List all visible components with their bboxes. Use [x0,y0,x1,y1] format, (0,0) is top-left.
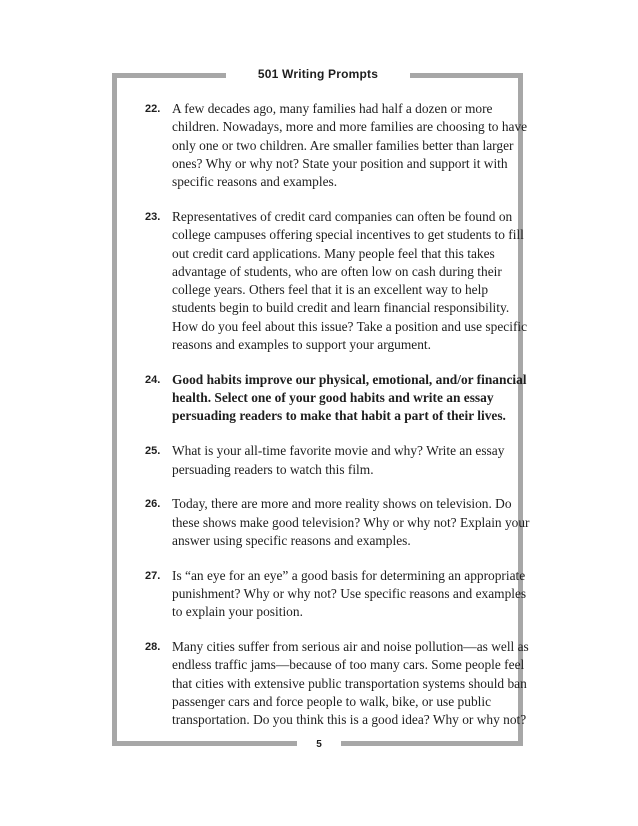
prompt-line: advantage of students, who are often low on cash during their [172,263,502,279]
prompt-item [145,371,527,426]
prompt-line: persuading readers to make that habit a part of their lives. [172,408,506,424]
prompt-item [145,567,527,622]
prompt-item [145,208,528,354]
prompt-line: Today, there are more and more reality shows on television. Do [172,496,512,512]
prompt-item [145,495,530,550]
prompt-text [172,100,528,191]
prompt-number: 24. [145,373,161,386]
prompt-line: only one or two children. Are smaller families better than larger [172,137,514,153]
prompt-number: 25. [145,445,161,458]
prompt-line: children. Nowadays, more and more families are choosing to have [172,119,528,135]
prompt-number: 26. [145,498,161,511]
prompt-line: passenger cars and force people to walk, bike, or use public [172,694,492,710]
prompt-line: What is your all-time favorite movie and why? Write an essay [172,443,505,459]
prompt-line: these shows make good television? Why or why not? Explain your [172,514,530,530]
prompt-line: Representatives of credit card companies can often be found on [172,208,513,224]
prompt-number: 27. [145,569,161,582]
prompt-list [145,100,530,746]
prompt-item [145,638,529,729]
prompt-item [145,100,528,191]
prompt-line: Many cities suffer from serious air and noise pollution—as well as [172,639,529,655]
prompt-line: that cities with extensive public transportation systems should ban [172,675,527,691]
prompt-line: persuading readers to watch this film. [172,461,374,477]
prompt-text [172,567,527,622]
prompt-line: reasons and examples to support your argument. [172,337,431,353]
prompt-line: out credit card applications. Many people feel that this takes [172,245,495,261]
prompt-line: answer using specific reasons and examples. [172,532,411,548]
prompt-line: specific reasons and examples. [172,174,338,190]
prompt-line: college years. Others feel that it is an excellent way to help [172,282,489,298]
prompt-text [172,442,513,479]
prompt-line: Is “an eye for an eye” a good basis for determining an appropriate [172,567,526,583]
prompt-line: ones? Why or why not? State your position and support it with [172,155,508,171]
page-number: 5 [297,734,341,756]
prompt-line: students begin to build credit and learn financial responsibility. [172,300,510,316]
prompt-item [145,442,513,479]
prompt-number: 23. [145,210,161,223]
prompt-line: How do you feel about this issue? Take a position and use specific [172,318,528,334]
prompt-text [172,495,530,550]
prompt-line: A few decades ago, many families had half a dozen or more [172,101,493,116]
prompt-line: punishment? Why or why not? Use specific reasons and examples [172,586,527,602]
prompt-text [172,638,529,729]
page-header-title: 501 Writing Prompts [226,64,410,84]
prompt-line: transportation. Do you think this is a good idea? Why or why not? [172,712,527,728]
prompt-line: to explain your position. [172,604,303,620]
prompt-line: college campuses offering special incentives to get students to fill [172,227,524,243]
prompt-line: Good habits improve our physical, emotional, and/or financial [172,371,527,387]
prompt-line: health. Select one of your good habits and write an essay [172,390,494,406]
prompt-number: 22. [145,103,161,115]
prompt-text [172,371,527,426]
prompt-text [172,208,528,354]
prompt-number: 28. [145,641,161,654]
prompt-line: endless traffic jams—because of too many cars. Some people feel [172,657,525,673]
